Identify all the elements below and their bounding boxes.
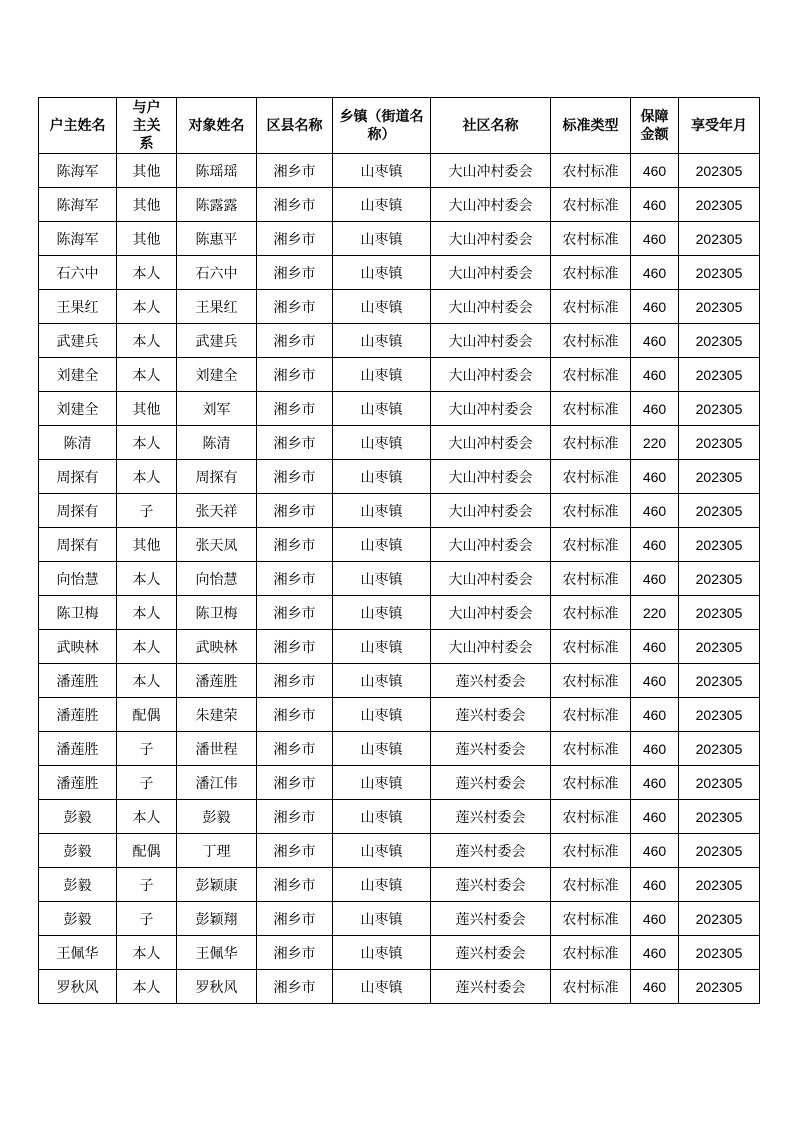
township-cell: 山枣镇	[333, 154, 431, 188]
relation-cell: 本人	[117, 358, 177, 392]
period-cell: 202305	[679, 596, 760, 630]
table-row	[39, 766, 760, 800]
household-head-cell: 彭毅	[39, 868, 117, 902]
relation-cell: 其他	[117, 392, 177, 426]
column-header-relation: 与户主关系	[117, 98, 177, 154]
community-cell: 大山冲村委会	[431, 358, 551, 392]
table-row	[39, 936, 760, 970]
recipient-name-cell: 陈卫梅	[177, 596, 257, 630]
household-head-cell: 武映林	[39, 630, 117, 664]
amount-cell: 460	[631, 630, 679, 664]
period-cell: 202305	[679, 256, 760, 290]
household-head-cell: 武建兵	[39, 324, 117, 358]
table-row	[39, 290, 760, 324]
recipient-name-cell: 张天凤	[177, 528, 257, 562]
household-head-cell: 陈卫梅	[39, 596, 117, 630]
amount-cell: 220	[631, 596, 679, 630]
period-cell: 202305	[679, 562, 760, 596]
recipient-name-cell: 武建兵	[177, 324, 257, 358]
standard-type-cell: 农村标准	[551, 324, 631, 358]
amount-cell: 460	[631, 936, 679, 970]
amount-cell: 460	[631, 188, 679, 222]
township-cell: 山枣镇	[333, 358, 431, 392]
table-row	[39, 154, 760, 188]
township-cell: 山枣镇	[333, 936, 431, 970]
column-header-amount: 保障金额	[631, 98, 679, 154]
community-cell: 大山冲村委会	[431, 290, 551, 324]
community-cell: 大山冲村委会	[431, 460, 551, 494]
period-cell: 202305	[679, 732, 760, 766]
household-head-cell: 彭毅	[39, 800, 117, 834]
recipient-name-cell: 罗秋风	[177, 970, 257, 1004]
community-cell: 莲兴村委会	[431, 698, 551, 732]
table-row	[39, 902, 760, 936]
relation-cell: 子	[117, 494, 177, 528]
township-cell: 山枣镇	[333, 494, 431, 528]
standard-type-cell: 农村标准	[551, 222, 631, 256]
relation-cell: 其他	[117, 154, 177, 188]
recipient-name-cell: 陈露露	[177, 188, 257, 222]
amount-cell: 460	[631, 800, 679, 834]
county-cell: 湘乡市	[257, 324, 333, 358]
standard-type-cell: 农村标准	[551, 902, 631, 936]
standard-type-cell: 农村标准	[551, 936, 631, 970]
county-cell: 湘乡市	[257, 358, 333, 392]
county-cell: 湘乡市	[257, 392, 333, 426]
standard-type-cell: 农村标准	[551, 528, 631, 562]
period-cell: 202305	[679, 800, 760, 834]
standard-type-cell: 农村标准	[551, 256, 631, 290]
relation-cell: 本人	[117, 596, 177, 630]
community-cell: 大山冲村委会	[431, 562, 551, 596]
recipient-name-cell: 彭毅	[177, 800, 257, 834]
relation-cell: 本人	[117, 290, 177, 324]
relation-cell: 本人	[117, 800, 177, 834]
table-row	[39, 562, 760, 596]
table-row	[39, 222, 760, 256]
household-head-cell: 刘建全	[39, 392, 117, 426]
recipient-name-cell: 武映林	[177, 630, 257, 664]
period-cell: 202305	[679, 392, 760, 426]
community-cell: 大山冲村委会	[431, 324, 551, 358]
township-cell: 山枣镇	[333, 222, 431, 256]
standard-type-cell: 农村标准	[551, 868, 631, 902]
community-cell: 大山冲村委会	[431, 256, 551, 290]
standard-type-cell: 农村标准	[551, 970, 631, 1004]
county-cell: 湘乡市	[257, 868, 333, 902]
column-header-recipient-name: 对象姓名	[177, 98, 257, 154]
period-cell: 202305	[679, 970, 760, 1004]
household-head-cell: 周探有	[39, 494, 117, 528]
recipient-name-cell: 周探有	[177, 460, 257, 494]
table-row	[39, 834, 760, 868]
recipient-name-cell: 潘江伟	[177, 766, 257, 800]
township-cell: 山枣镇	[333, 664, 431, 698]
county-cell: 湘乡市	[257, 664, 333, 698]
county-cell: 湘乡市	[257, 936, 333, 970]
household-head-cell: 王果红	[39, 290, 117, 324]
period-cell: 202305	[679, 460, 760, 494]
county-cell: 湘乡市	[257, 834, 333, 868]
relation-cell: 其他	[117, 528, 177, 562]
community-cell: 莲兴村委会	[431, 868, 551, 902]
recipient-name-cell: 张天祥	[177, 494, 257, 528]
period-cell: 202305	[679, 494, 760, 528]
recipient-name-cell: 刘军	[177, 392, 257, 426]
column-header-period: 享受年月	[679, 98, 760, 154]
recipient-name-cell: 刘建全	[177, 358, 257, 392]
township-cell: 山枣镇	[333, 290, 431, 324]
table-row	[39, 698, 760, 732]
township-cell: 山枣镇	[333, 392, 431, 426]
recipient-name-cell: 陈清	[177, 426, 257, 460]
relation-cell: 本人	[117, 664, 177, 698]
standard-type-cell: 农村标准	[551, 460, 631, 494]
relation-cell: 本人	[117, 426, 177, 460]
period-cell: 202305	[679, 426, 760, 460]
community-cell: 大山冲村委会	[431, 392, 551, 426]
column-header-township: 乡镇（街道名称）	[333, 98, 431, 154]
standard-type-cell: 农村标准	[551, 698, 631, 732]
community-cell: 大山冲村委会	[431, 154, 551, 188]
household-head-cell: 周探有	[39, 460, 117, 494]
amount-cell: 460	[631, 324, 679, 358]
standard-type-cell: 农村标准	[551, 188, 631, 222]
household-head-cell: 陈海军	[39, 188, 117, 222]
recipient-name-cell: 王果红	[177, 290, 257, 324]
community-cell: 大山冲村委会	[431, 494, 551, 528]
relation-cell: 其他	[117, 188, 177, 222]
county-cell: 湘乡市	[257, 290, 333, 324]
township-cell: 山枣镇	[333, 256, 431, 290]
period-cell: 202305	[679, 154, 760, 188]
amount-cell: 460	[631, 494, 679, 528]
township-cell: 山枣镇	[333, 188, 431, 222]
table-row	[39, 630, 760, 664]
recipient-name-cell: 潘世程	[177, 732, 257, 766]
township-cell: 山枣镇	[333, 970, 431, 1004]
recipient-name-cell: 彭颖康	[177, 868, 257, 902]
community-cell: 大山冲村委会	[431, 528, 551, 562]
township-cell: 山枣镇	[333, 834, 431, 868]
recipient-name-cell: 王佩华	[177, 936, 257, 970]
community-cell: 莲兴村委会	[431, 800, 551, 834]
relation-cell: 本人	[117, 256, 177, 290]
township-cell: 山枣镇	[333, 902, 431, 936]
township-cell: 山枣镇	[333, 868, 431, 902]
community-cell: 大山冲村委会	[431, 188, 551, 222]
community-cell: 大山冲村委会	[431, 630, 551, 664]
relation-cell: 子	[117, 868, 177, 902]
amount-cell: 460	[631, 732, 679, 766]
county-cell: 湘乡市	[257, 596, 333, 630]
household-head-cell: 彭毅	[39, 902, 117, 936]
table-row	[39, 494, 760, 528]
standard-type-cell: 农村标准	[551, 290, 631, 324]
amount-cell: 220	[631, 426, 679, 460]
period-cell: 202305	[679, 630, 760, 664]
table-row	[39, 970, 760, 1004]
recipient-name-cell: 潘莲胜	[177, 664, 257, 698]
table-row	[39, 256, 760, 290]
amount-cell: 460	[631, 868, 679, 902]
recipient-name-cell: 丁理	[177, 834, 257, 868]
period-cell: 202305	[679, 936, 760, 970]
amount-cell: 460	[631, 698, 679, 732]
amount-cell: 460	[631, 256, 679, 290]
period-cell: 202305	[679, 528, 760, 562]
standard-type-cell: 农村标准	[551, 494, 631, 528]
standard-type-cell: 农村标准	[551, 426, 631, 460]
recipient-name-cell: 朱建荣	[177, 698, 257, 732]
community-cell: 莲兴村委会	[431, 766, 551, 800]
township-cell: 山枣镇	[333, 800, 431, 834]
township-cell: 山枣镇	[333, 324, 431, 358]
household-head-cell: 陈海军	[39, 222, 117, 256]
standard-type-cell: 农村标准	[551, 766, 631, 800]
period-cell: 202305	[679, 188, 760, 222]
standard-type-cell: 农村标准	[551, 596, 631, 630]
relation-cell: 其他	[117, 222, 177, 256]
table-row	[39, 358, 760, 392]
community-cell: 莲兴村委会	[431, 732, 551, 766]
county-cell: 湘乡市	[257, 562, 333, 596]
column-header-household-head: 户主姓名	[39, 98, 117, 154]
period-cell: 202305	[679, 698, 760, 732]
standard-type-cell: 农村标准	[551, 834, 631, 868]
amount-cell: 460	[631, 664, 679, 698]
standard-type-cell: 农村标准	[551, 664, 631, 698]
relation-cell: 子	[117, 732, 177, 766]
table-row	[39, 392, 760, 426]
county-cell: 湘乡市	[257, 460, 333, 494]
relation-cell: 本人	[117, 936, 177, 970]
table-row	[39, 426, 760, 460]
period-cell: 202305	[679, 834, 760, 868]
household-head-cell: 潘莲胜	[39, 698, 117, 732]
household-head-cell: 潘莲胜	[39, 664, 117, 698]
recipient-name-cell: 石六中	[177, 256, 257, 290]
amount-cell: 460	[631, 358, 679, 392]
county-cell: 湘乡市	[257, 902, 333, 936]
relation-cell: 本人	[117, 324, 177, 358]
standard-type-cell: 农村标准	[551, 732, 631, 766]
amount-cell: 460	[631, 834, 679, 868]
household-head-cell: 王佩华	[39, 936, 117, 970]
table-row	[39, 528, 760, 562]
county-cell: 湘乡市	[257, 256, 333, 290]
community-cell: 大山冲村委会	[431, 596, 551, 630]
county-cell: 湘乡市	[257, 188, 333, 222]
recipient-name-cell: 陈惠平	[177, 222, 257, 256]
header-row	[39, 98, 760, 154]
relation-cell: 本人	[117, 970, 177, 1004]
table-row	[39, 732, 760, 766]
household-head-cell: 罗秋风	[39, 970, 117, 1004]
column-header-community: 社区名称	[431, 98, 551, 154]
county-cell: 湘乡市	[257, 528, 333, 562]
amount-cell: 460	[631, 290, 679, 324]
period-cell: 202305	[679, 290, 760, 324]
household-head-cell: 刘建全	[39, 358, 117, 392]
amount-cell: 460	[631, 222, 679, 256]
township-cell: 山枣镇	[333, 630, 431, 664]
relation-cell: 子	[117, 902, 177, 936]
recipient-name-cell: 向怡慧	[177, 562, 257, 596]
household-head-cell: 潘莲胜	[39, 766, 117, 800]
period-cell: 202305	[679, 222, 760, 256]
county-cell: 湘乡市	[257, 222, 333, 256]
recipient-name-cell: 彭颖翔	[177, 902, 257, 936]
county-cell: 湘乡市	[257, 154, 333, 188]
beneficiary-table	[38, 97, 760, 1004]
amount-cell: 460	[631, 766, 679, 800]
community-cell: 莲兴村委会	[431, 936, 551, 970]
period-cell: 202305	[679, 324, 760, 358]
amount-cell: 460	[631, 154, 679, 188]
county-cell: 湘乡市	[257, 970, 333, 1004]
relation-cell: 配偶	[117, 834, 177, 868]
relation-cell: 本人	[117, 630, 177, 664]
community-cell: 莲兴村委会	[431, 902, 551, 936]
amount-cell: 460	[631, 902, 679, 936]
household-head-cell: 陈清	[39, 426, 117, 460]
relation-cell: 子	[117, 766, 177, 800]
recipient-name-cell: 陈瑶瑶	[177, 154, 257, 188]
community-cell: 大山冲村委会	[431, 222, 551, 256]
county-cell: 湘乡市	[257, 800, 333, 834]
table-row	[39, 664, 760, 698]
standard-type-cell: 农村标准	[551, 392, 631, 426]
community-cell: 莲兴村委会	[431, 834, 551, 868]
relation-cell: 本人	[117, 460, 177, 494]
standard-type-cell: 农村标准	[551, 358, 631, 392]
column-header-county: 区县名称	[257, 98, 333, 154]
township-cell: 山枣镇	[333, 460, 431, 494]
household-head-cell: 石六中	[39, 256, 117, 290]
county-cell: 湘乡市	[257, 426, 333, 460]
household-head-cell: 向怡慧	[39, 562, 117, 596]
community-cell: 莲兴村委会	[431, 970, 551, 1004]
township-cell: 山枣镇	[333, 426, 431, 460]
township-cell: 山枣镇	[333, 732, 431, 766]
period-cell: 202305	[679, 766, 760, 800]
column-header-standard-type: 标准类型	[551, 98, 631, 154]
period-cell: 202305	[679, 358, 760, 392]
table-row	[39, 800, 760, 834]
table-row	[39, 460, 760, 494]
amount-cell: 460	[631, 562, 679, 596]
household-head-cell: 周探有	[39, 528, 117, 562]
table-row	[39, 596, 760, 630]
standard-type-cell: 农村标准	[551, 800, 631, 834]
standard-type-cell: 农村标准	[551, 562, 631, 596]
county-cell: 湘乡市	[257, 766, 333, 800]
household-head-cell: 陈海军	[39, 154, 117, 188]
period-cell: 202305	[679, 868, 760, 902]
township-cell: 山枣镇	[333, 698, 431, 732]
township-cell: 山枣镇	[333, 562, 431, 596]
relation-cell: 配偶	[117, 698, 177, 732]
amount-cell: 460	[631, 528, 679, 562]
county-cell: 湘乡市	[257, 698, 333, 732]
amount-cell: 460	[631, 460, 679, 494]
township-cell: 山枣镇	[333, 528, 431, 562]
relation-cell: 本人	[117, 562, 177, 596]
county-cell: 湘乡市	[257, 732, 333, 766]
community-cell: 大山冲村委会	[431, 426, 551, 460]
table-row	[39, 324, 760, 358]
standard-type-cell: 农村标准	[551, 630, 631, 664]
table-row	[39, 188, 760, 222]
period-cell: 202305	[679, 902, 760, 936]
table-row	[39, 868, 760, 902]
household-head-cell: 彭毅	[39, 834, 117, 868]
county-cell: 湘乡市	[257, 494, 333, 528]
amount-cell: 460	[631, 392, 679, 426]
standard-type-cell: 农村标准	[551, 154, 631, 188]
community-cell: 莲兴村委会	[431, 664, 551, 698]
county-cell: 湘乡市	[257, 630, 333, 664]
household-head-cell: 潘莲胜	[39, 732, 117, 766]
township-cell: 山枣镇	[333, 596, 431, 630]
amount-cell: 460	[631, 970, 679, 1004]
township-cell: 山枣镇	[333, 766, 431, 800]
period-cell: 202305	[679, 664, 760, 698]
